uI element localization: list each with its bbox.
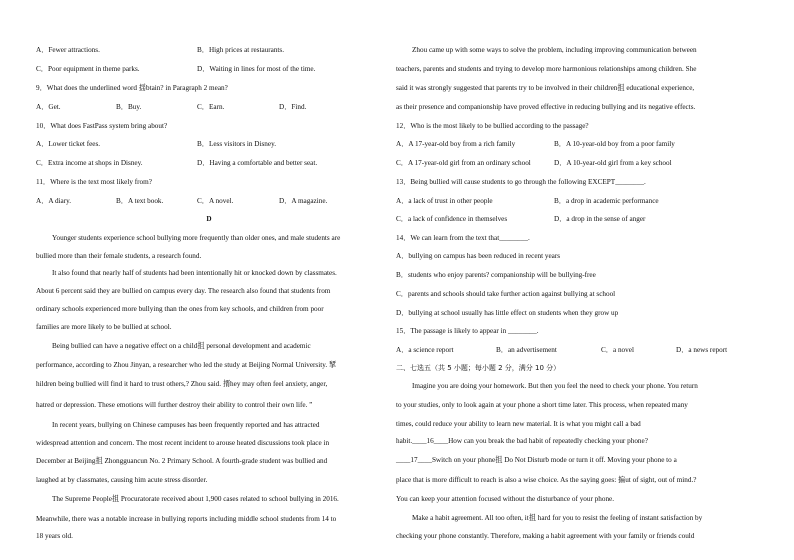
- q12-stem: 12．Who is the most likely to be bullied according to the passage?: [396, 122, 589, 130]
- passage-line: checking your phone constantly. Therefore, making a habit agreement with your family or friends could: [396, 532, 695, 540]
- right-column: [396, 0, 768, 560]
- passage-line: place that is more difficult to reach is also a wise choice. As the saying goes: 揙ut of sight, out of mind.?: [396, 476, 697, 484]
- q11-stem: 11．Where is the text most likely from?: [36, 178, 152, 186]
- passage-line: Zhou came up with some ways to solve the problem, including improving communication between: [412, 46, 697, 54]
- passage-line: Being bullied can have a negative effect on a child抯 personal development and academic: [52, 342, 311, 350]
- q13-option-c[interactable]: C．a lack of confidence in themselves: [396, 215, 508, 223]
- q8-option-c[interactable]: C．Poor equipment in theme parks.: [36, 65, 140, 73]
- passage-line: You can keep your attention focused without the disturbance of your phone.: [396, 495, 615, 503]
- q12-option-a[interactable]: A．A 17-year-old boy from a rich family: [396, 140, 516, 148]
- passage-line: Meanwhile, there was a notable increase in bullying reports including middle school students from 14 to: [36, 515, 337, 523]
- q15-option-a[interactable]: A．a science report: [396, 346, 454, 354]
- q13-option-a[interactable]: A．a lack of trust in other people: [396, 197, 493, 205]
- q10-option-c[interactable]: C．Extra income at shops in Disney.: [36, 159, 143, 167]
- q12-option-c[interactable]: C．A 17-year-old girl from an ordinary school: [396, 159, 531, 167]
- passage-line: About 6 percent said they are bullied on campus every day. The research also found that students from: [36, 287, 331, 295]
- q10-option-b[interactable]: B．Less visitors in Disney.: [197, 140, 276, 148]
- passage-line: said it was strongly suggested that parents try to be involved in their children抯 educational experience,: [396, 84, 695, 92]
- q14-stem: 14．We can learn from the text that________.: [396, 234, 530, 242]
- q10-option-a[interactable]: A．Lower ticket fees.: [36, 140, 101, 148]
- q11-option-c[interactable]: C．A novel.: [197, 197, 234, 205]
- passage-line: It also found that nearly half of students had been intentionally hit or knocked down by classmates.: [52, 269, 337, 277]
- passage-line: Make a habit agreement. All too often, it抯 hard for you to resist the feeling of instant satisfaction by: [412, 514, 703, 522]
- q14-option-a[interactable]: A．bullying on campus has been reduced in recent years: [396, 252, 561, 260]
- section-two-heading: 二、七选五（共 5 小题；每小题 2 分，满分 10 分）: [396, 364, 561, 372]
- q11-option-b[interactable]: B．A text book.: [116, 197, 164, 205]
- passage-line: December at Beijing抯 Zhongguancun No. 2 Primary School. A fourth-grade student was bullied and: [36, 457, 328, 465]
- q15-option-b[interactable]: B．an advertisement: [496, 346, 557, 354]
- left-column: [36, 0, 382, 560]
- passage-line: 18 years old.: [36, 532, 73, 540]
- passage-line: as their presence and companionship have proved effective in reducing bullying and its negative effects.: [396, 103, 696, 111]
- q10-option-d[interactable]: D．Having a comfortable and better seat.: [197, 159, 318, 167]
- q9-option-d[interactable]: D．Find.: [279, 103, 307, 111]
- passage-line: bullied more than their female students, a research found.: [36, 252, 202, 260]
- passage-line: times, could reduce your ability to learn new material. It is what you might call a bad: [396, 420, 641, 428]
- passage-line: laughed at by classmates, causing him acute stress disorder.: [36, 476, 208, 484]
- q9-option-c[interactable]: C．Earn.: [197, 103, 225, 111]
- passage-line: ____17____Switch on your phone抯 Do Not Disturb mode or turn it off. Moving your phone to a: [396, 456, 677, 464]
- section-d-heading: D: [206, 215, 212, 223]
- q8-option-a[interactable]: A．Fewer attractions.: [36, 46, 100, 54]
- q13-stem: 13．Being bullied will cause students to go through the following EXCEPT________.: [396, 178, 646, 186]
- q11-option-a[interactable]: A．A diary.: [36, 197, 72, 205]
- q10-stem: 10．What does FastPass system bring about?: [36, 122, 168, 130]
- q15-option-c[interactable]: C．a novel: [601, 346, 634, 354]
- q14-option-d[interactable]: D．bullying at school usually has little effect on students when they grow up: [396, 309, 619, 317]
- passage-line: to your studies, only to look again at your phone a short time later. This process, when repeated many: [396, 401, 688, 409]
- passage-line: performance, according to Zhou Jinyan, a researcher who led the study at Beijing Normal University. 揅: [36, 361, 337, 369]
- q9-option-a[interactable]: A．Get.: [36, 103, 61, 111]
- passage-line: hatred or depression. These emotions will further destroy their ability to control their own life. ”: [36, 401, 313, 409]
- passage-line: Imagine you are doing your homework. But then you feel the need to check your phone. You return: [412, 382, 698, 390]
- q9-stem: 9．What does the underlined word 揺btain? in Paragraph 2 mean?: [36, 84, 228, 92]
- q13-option-b[interactable]: B．a drop in academic performance: [554, 197, 659, 205]
- passage-line: hildren being bullied will find it hard to trust others,? Zhou said. 揟hey may often feel anxiety, anger,: [36, 380, 328, 388]
- passage-line: widespread attention and concern. The most recent incident to arouse heated discussions took place in: [36, 439, 330, 447]
- passage-line: Younger students experience school bullying more frequently than older ones, and male students are: [52, 234, 341, 242]
- q14-option-c[interactable]: C．parents and schools should take further action against bullying at school: [396, 290, 616, 298]
- q12-option-b[interactable]: B．A 10-year-old boy from a poor family: [554, 140, 675, 148]
- passage-line: In recent years, bullying on Chinese campuses has been frequently reported and has attracted: [52, 421, 320, 429]
- passage-line: The Supreme People抯 Procuratorate received about 1,900 cases related to school bullying in 2016.: [52, 495, 339, 503]
- q11-option-d[interactable]: D．A magazine.: [279, 197, 328, 205]
- q13-option-d[interactable]: D．a drop in the sense of anger: [554, 215, 646, 223]
- q8-option-b[interactable]: B．High prices at restaurants.: [197, 46, 285, 54]
- passage-line: teachers, parents and students and trying to develop more harmonious relationships among children. She: [396, 65, 697, 73]
- q12-option-d[interactable]: D．A 10-year-old girl from a key school: [554, 159, 672, 167]
- q15-stem: 15．The passage is likely to appear in ________.: [396, 327, 539, 335]
- passage-line: ordinary schools experienced more bullying than the ones from key schools, and children from poor: [36, 305, 324, 313]
- q15-option-d[interactable]: D．a news report: [676, 346, 728, 354]
- passage-line: families are more likely to be bullied at school.: [36, 323, 172, 331]
- q14-option-b[interactable]: B．students who enjoy parents? companionship will be bullying-free: [396, 271, 596, 279]
- q9-option-b[interactable]: B．Buy.: [116, 103, 142, 111]
- q8-option-d[interactable]: D．Waiting in lines for most of the time.: [197, 65, 316, 73]
- passage-line: habit.____16____How can you break the bad habit of repeatedly checking your phone?: [396, 437, 648, 445]
